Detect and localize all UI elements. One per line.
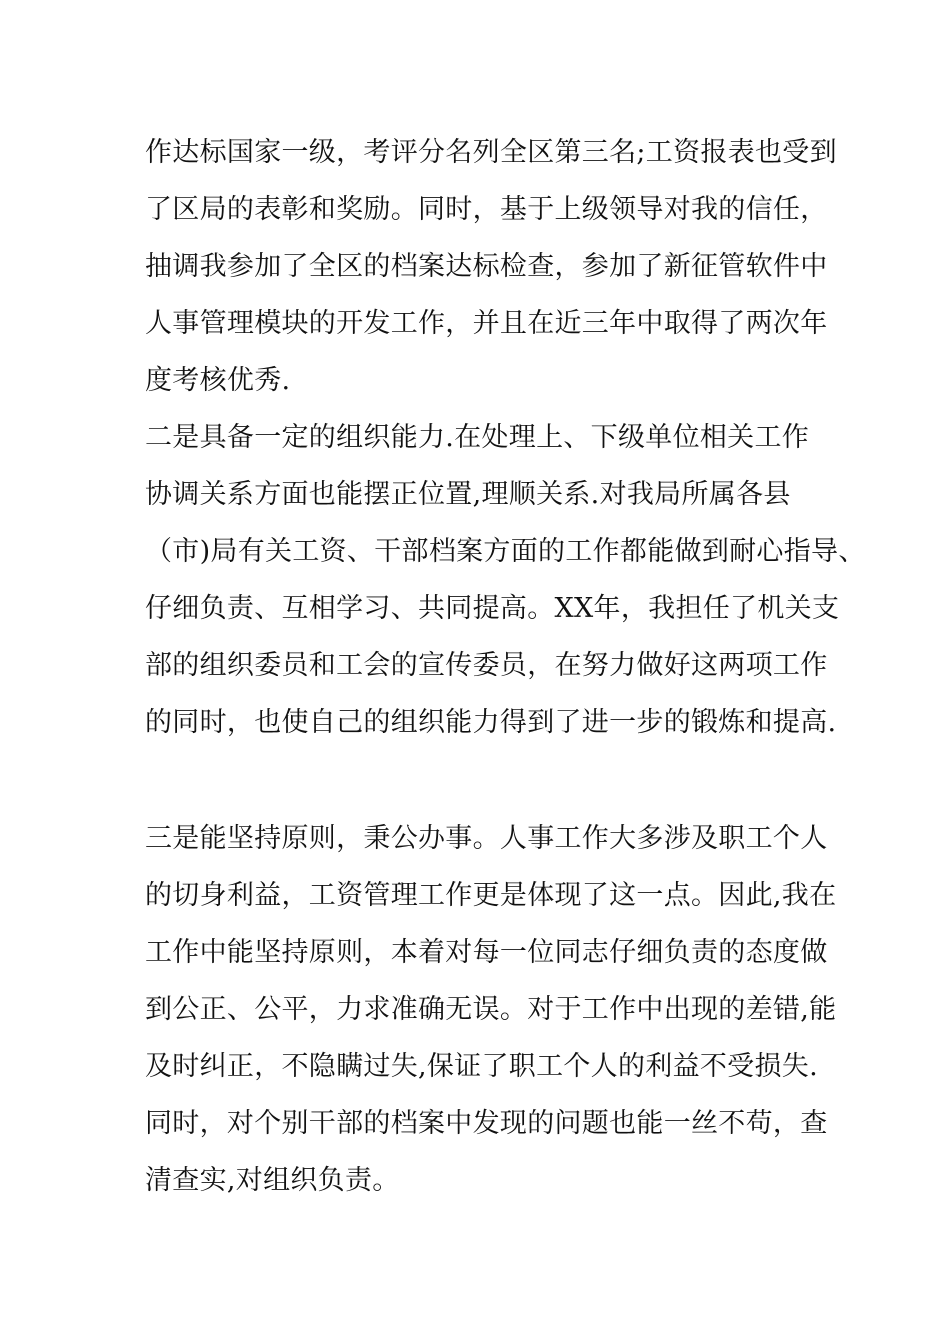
paragraph-2-line-5: 部的组织委员和工会的宣传委员，在努力做好这两项工作 [145,650,828,681]
paragraph-3-line-2: 的切身利益，工资管理工作更是体现了这一点。因此,我在 [145,880,837,911]
paragraph-2-line-1: 二是具备一定的组织能力.在处理上、下级单位相关工作 [145,422,810,453]
paragraph-1-line-1: 作达标国家一级，考评分名列全区第三名;工资报表也受到 [145,137,837,168]
paragraph-1-line-2: 了区局的表彰和奖励。同时，基于上级领导对我的信任， [145,194,828,225]
paragraph-2-line-3: （市)局有关工资、干部档案方面的工作都能做到耐心指导、 [145,536,866,567]
paragraph-3-line-1: 三是能坚持原则，秉公办事。人事工作大多涉及职工个人 [145,823,828,854]
paragraph-2-line-2: 协调关系方面也能摆正位置,理顺关系.对我局所属各县 [145,479,791,510]
paragraph-3-line-6: 同时，对个别干部的档案中发现的问题也能一丝不苟，查 [145,1108,828,1139]
paragraph-2-line-6: 的同时，也使自己的组织能力得到了进一步的锻炼和提高. [145,707,837,738]
paragraph-1-line-4: 人事管理模块的开发工作，并且在近三年中取得了两次年 [145,308,828,339]
paragraph-3-line-3: 工作中能坚持原则，本着对每一位同志仔细负责的态度做 [145,937,828,968]
paragraph-1-line-3: 抽调我参加了全区的档案达标检查，参加了新征管软件中 [145,251,828,282]
paragraph-3-line-4: 到公正、公平，力求准确无误。对于工作中出现的差错,能 [145,994,837,1025]
paragraph-1-line-5: 度考核优秀. [145,365,291,396]
paragraph-3-line-5: 及时纠正，不隐瞒过失,保证了职工个人的利益不受损失. [145,1051,818,1082]
paragraph-3-line-7: 清查实,对组织负责。 [145,1165,400,1196]
paragraph-2-line-4: 仔细负责、互相学习、共同提高。XX年，我担任了机关支 [145,593,840,624]
